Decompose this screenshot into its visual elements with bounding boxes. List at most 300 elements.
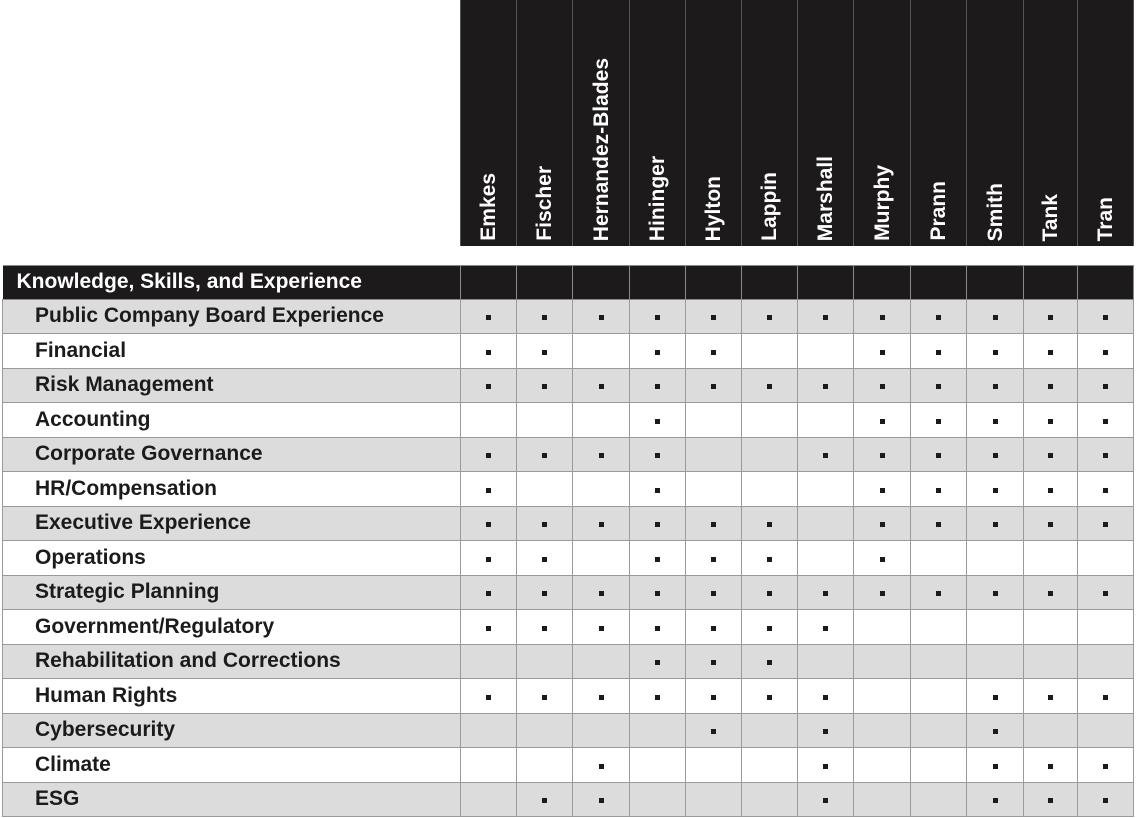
skill-marker <box>599 764 604 769</box>
skill-cell <box>517 610 573 645</box>
director-header <box>573 0 630 246</box>
skill-marker <box>486 350 491 355</box>
skill-cell <box>517 437 573 472</box>
skill-cell <box>798 506 854 541</box>
skill-cell <box>911 610 967 645</box>
skill-cell <box>854 644 911 679</box>
skill-cell <box>911 437 967 472</box>
director-header <box>911 0 967 246</box>
skill-marker <box>1048 591 1053 596</box>
section-header-cell <box>1024 265 1078 299</box>
director-name: Smith <box>983 182 1007 241</box>
skill-cell <box>1078 610 1134 645</box>
section-header-cell <box>854 265 911 299</box>
skill-cell <box>967 368 1024 403</box>
skill-marker <box>655 695 660 700</box>
skill-marker <box>993 488 998 493</box>
skill-row <box>3 679 1134 714</box>
skill-label: Rehabilitation and Corrections <box>3 644 461 679</box>
skill-marker <box>880 419 885 424</box>
skill-row <box>3 403 1134 438</box>
skill-cell <box>517 748 573 783</box>
skill-marker <box>936 419 941 424</box>
skill-marker <box>823 695 828 700</box>
skill-marker <box>936 384 941 389</box>
skill-cell <box>686 506 742 541</box>
skill-marker <box>767 591 772 596</box>
skill-marker <box>1048 764 1053 769</box>
skill-cell <box>630 575 686 610</box>
skill-cell <box>854 299 911 334</box>
section-title: Knowledge, Skills, and Experience <box>3 265 461 299</box>
skill-marker <box>823 453 828 458</box>
skill-cell <box>630 368 686 403</box>
skill-cell <box>461 541 517 576</box>
skill-marker <box>1103 764 1108 769</box>
skill-label: Operations <box>3 541 461 576</box>
skill-cell <box>630 782 686 817</box>
skill-cell <box>967 782 1024 817</box>
skill-cell <box>461 782 517 817</box>
skill-cell <box>1024 437 1078 472</box>
skill-cell <box>630 299 686 334</box>
skill-cell <box>742 299 798 334</box>
skill-cell <box>1078 472 1134 507</box>
skill-marker <box>1103 350 1108 355</box>
skill-marker <box>767 557 772 562</box>
skill-marker <box>880 522 885 527</box>
skill-marker <box>542 384 547 389</box>
skill-label: Executive Experience <box>3 506 461 541</box>
skill-marker <box>993 764 998 769</box>
skill-row <box>3 472 1134 507</box>
skill-cell <box>686 299 742 334</box>
skill-marker <box>486 453 491 458</box>
skill-cell <box>630 437 686 472</box>
director-header <box>854 0 911 246</box>
skill-marker <box>542 350 547 355</box>
skill-cell <box>854 368 911 403</box>
skill-label: Financial <box>3 334 461 369</box>
skill-cell <box>911 368 967 403</box>
skill-cell <box>967 748 1024 783</box>
skill-marker <box>823 626 828 631</box>
skill-marker <box>711 384 716 389</box>
skill-cell <box>967 437 1024 472</box>
skill-label: Climate <box>3 748 461 783</box>
section-header-cell <box>517 265 573 299</box>
skill-marker <box>767 626 772 631</box>
skill-marker <box>936 315 941 320</box>
skill-marker <box>542 315 547 320</box>
skill-marker <box>542 557 547 562</box>
skill-marker <box>1103 798 1108 803</box>
skill-cell <box>461 679 517 714</box>
skill-cell <box>1078 679 1134 714</box>
skill-marker <box>936 522 941 527</box>
skill-cell <box>517 782 573 817</box>
skill-cell <box>461 644 517 679</box>
skill-cell <box>630 679 686 714</box>
skill-cell <box>742 506 798 541</box>
skill-cell <box>630 403 686 438</box>
skill-marker <box>1048 419 1053 424</box>
skill-cell <box>461 403 517 438</box>
skill-marker <box>880 315 885 320</box>
skill-cell <box>517 679 573 714</box>
skill-cell <box>1078 748 1134 783</box>
skill-cell <box>461 713 517 748</box>
skill-marker <box>486 557 491 562</box>
skill-cell <box>798 713 854 748</box>
skill-marker <box>880 350 885 355</box>
skill-cell <box>686 541 742 576</box>
skill-marker <box>823 384 828 389</box>
skill-cell <box>573 679 630 714</box>
skill-row <box>3 541 1134 576</box>
skill-marker <box>711 626 716 631</box>
skill-cell <box>630 748 686 783</box>
skill-cell <box>967 334 1024 369</box>
skill-cell <box>798 437 854 472</box>
skill-marker <box>823 764 828 769</box>
skill-marker <box>655 522 660 527</box>
section-header-cell <box>967 265 1024 299</box>
skill-cell <box>1024 610 1078 645</box>
skill-cell <box>573 437 630 472</box>
skill-cell <box>1078 299 1134 334</box>
skill-cell <box>798 679 854 714</box>
skill-label: Cybersecurity <box>3 713 461 748</box>
skill-cell <box>686 610 742 645</box>
skill-marker <box>936 591 941 596</box>
skill-cell <box>573 403 630 438</box>
skill-row <box>3 368 1134 403</box>
skill-cell <box>1024 299 1078 334</box>
skill-cell <box>1078 368 1134 403</box>
skill-cell <box>517 506 573 541</box>
skill-cell <box>854 506 911 541</box>
skill-cell <box>573 575 630 610</box>
director-header <box>517 0 573 246</box>
skill-marker <box>993 798 998 803</box>
skill-marker <box>993 384 998 389</box>
skill-marker <box>655 626 660 631</box>
skill-cell <box>967 506 1024 541</box>
skill-marker <box>993 453 998 458</box>
skill-cell <box>1078 644 1134 679</box>
skill-cell <box>1024 782 1078 817</box>
skill-cell <box>967 713 1024 748</box>
skill-cell <box>798 541 854 576</box>
skill-cell <box>1024 748 1078 783</box>
skill-cell <box>517 299 573 334</box>
skill-marker <box>936 488 941 493</box>
section-header-cell <box>630 265 686 299</box>
skill-marker <box>1048 315 1053 320</box>
skill-cell <box>911 713 967 748</box>
section-header-cell <box>911 265 967 299</box>
skill-cell <box>798 472 854 507</box>
skill-cell <box>1078 403 1134 438</box>
skill-cell <box>686 334 742 369</box>
skill-cell <box>854 334 911 369</box>
director-header-row <box>3 0 1134 246</box>
skill-cell <box>461 472 517 507</box>
skill-marker <box>542 695 547 700</box>
skill-row <box>3 748 1134 783</box>
skill-marker <box>1103 695 1108 700</box>
skill-cell <box>967 403 1024 438</box>
section-header-cell <box>1078 265 1134 299</box>
director-name: Murphy <box>870 165 894 241</box>
skill-marker <box>655 419 660 424</box>
director-header <box>798 0 854 246</box>
director-name: Tank <box>1039 193 1062 241</box>
skill-cell <box>854 610 911 645</box>
skill-cell <box>967 472 1024 507</box>
skill-marker <box>486 591 491 596</box>
skill-marker <box>993 522 998 527</box>
skill-cell <box>1024 368 1078 403</box>
skill-label: HR/Compensation <box>3 472 461 507</box>
skill-marker <box>993 695 998 700</box>
skill-marker <box>711 695 716 700</box>
skill-marker <box>1048 522 1053 527</box>
director-name: Hylton <box>702 175 725 241</box>
skill-cell <box>686 575 742 610</box>
skill-cell <box>461 748 517 783</box>
skill-marker <box>711 315 716 320</box>
skill-cell <box>1024 403 1078 438</box>
spacer-row <box>3 246 1134 265</box>
skill-label: Corporate Governance <box>3 437 461 472</box>
skill-cell <box>911 472 967 507</box>
skill-marker <box>767 384 772 389</box>
skill-cell <box>1078 782 1134 817</box>
skill-cell <box>686 782 742 817</box>
skill-marker <box>599 453 604 458</box>
skill-cell <box>573 506 630 541</box>
skill-label: Strategic Planning <box>3 575 461 610</box>
skill-cell <box>573 610 630 645</box>
skill-cell <box>517 334 573 369</box>
skill-cell <box>573 541 630 576</box>
skill-marker <box>767 695 772 700</box>
skill-cell <box>573 299 630 334</box>
skill-marker <box>655 315 660 320</box>
skill-cell <box>742 403 798 438</box>
skill-marker <box>655 350 660 355</box>
skill-marker <box>486 384 491 389</box>
skill-marker <box>711 557 716 562</box>
section-header-cell <box>573 265 630 299</box>
skill-marker <box>880 384 885 389</box>
skill-marker <box>711 660 716 665</box>
skill-cell <box>630 334 686 369</box>
skill-cell <box>911 541 967 576</box>
skill-cell <box>911 575 967 610</box>
skill-marker <box>823 798 828 803</box>
skill-cell <box>911 644 967 679</box>
skill-cell <box>854 403 911 438</box>
section-header-cell <box>686 265 742 299</box>
skill-marker <box>767 522 772 527</box>
skill-marker <box>599 626 604 631</box>
skill-cell <box>630 713 686 748</box>
skill-cell <box>630 506 686 541</box>
skill-marker <box>880 488 885 493</box>
skill-marker <box>1103 384 1108 389</box>
skill-cell <box>854 782 911 817</box>
skill-cell <box>742 575 798 610</box>
skill-marker <box>655 453 660 458</box>
skill-marker <box>486 626 491 631</box>
skill-cell <box>630 610 686 645</box>
skill-cell <box>517 403 573 438</box>
skill-cell <box>630 472 686 507</box>
skill-cell <box>461 506 517 541</box>
skill-marker <box>1048 350 1053 355</box>
skill-marker <box>711 522 716 527</box>
director-name: Emkes <box>477 173 500 241</box>
skill-cell <box>573 368 630 403</box>
skill-marker <box>711 350 716 355</box>
skill-cell <box>1078 713 1134 748</box>
skill-marker <box>655 384 660 389</box>
skill-marker <box>880 557 885 562</box>
skill-cell <box>742 610 798 645</box>
skill-cell <box>1024 644 1078 679</box>
skill-cell <box>686 472 742 507</box>
skill-cell <box>854 575 911 610</box>
skill-marker <box>823 591 828 596</box>
skill-cell <box>911 506 967 541</box>
skill-cell <box>911 299 967 334</box>
skill-marker <box>993 350 998 355</box>
skill-cell <box>911 679 967 714</box>
skill-marker <box>599 695 604 700</box>
skill-cell <box>967 644 1024 679</box>
skill-cell <box>854 541 911 576</box>
skill-cell <box>1024 506 1078 541</box>
skill-cell <box>798 299 854 334</box>
director-name: Fischer <box>533 166 556 241</box>
skill-cell <box>1078 334 1134 369</box>
skill-label: Government/Regulatory <box>3 610 461 645</box>
skill-cell <box>1024 472 1078 507</box>
skill-row <box>3 575 1134 610</box>
skill-marker <box>993 729 998 734</box>
skill-marker <box>599 591 604 596</box>
skill-cell <box>1078 506 1134 541</box>
skill-cell <box>1024 541 1078 576</box>
skill-cell <box>798 403 854 438</box>
skill-row <box>3 713 1134 748</box>
skill-marker <box>1103 488 1108 493</box>
director-name: Tran <box>1094 196 1117 241</box>
skill-cell <box>1078 437 1134 472</box>
skill-cell <box>461 299 517 334</box>
skill-cell <box>573 644 630 679</box>
skill-label: Public Company Board Experience <box>3 299 461 334</box>
director-name: Hininger <box>646 155 669 241</box>
skill-marker <box>1048 384 1053 389</box>
skill-cell <box>686 368 742 403</box>
skill-cell <box>686 437 742 472</box>
skill-cell <box>461 575 517 610</box>
skill-cell <box>742 679 798 714</box>
skill-cell <box>686 403 742 438</box>
skill-cell <box>573 748 630 783</box>
skill-row <box>3 610 1134 645</box>
skill-marker <box>1048 453 1053 458</box>
skill-cell <box>742 713 798 748</box>
skill-marker <box>880 591 885 596</box>
skill-cell <box>798 748 854 783</box>
skill-marker <box>486 522 491 527</box>
skill-cell <box>573 782 630 817</box>
skill-marker <box>655 488 660 493</box>
skill-marker <box>599 798 604 803</box>
skill-cell <box>911 748 967 783</box>
skill-cell <box>1024 575 1078 610</box>
skill-marker <box>542 798 547 803</box>
skill-cell <box>798 610 854 645</box>
skill-marker <box>542 453 547 458</box>
skill-cell <box>854 437 911 472</box>
skill-cell <box>1078 575 1134 610</box>
director-header <box>686 0 742 246</box>
skill-cell <box>798 782 854 817</box>
skill-cell <box>742 644 798 679</box>
skill-cell <box>630 541 686 576</box>
skill-cell <box>461 610 517 645</box>
skill-cell <box>1024 713 1078 748</box>
director-header <box>461 0 517 246</box>
skill-cell <box>854 679 911 714</box>
director-header <box>742 0 798 246</box>
skill-cell <box>854 472 911 507</box>
skill-cell <box>742 368 798 403</box>
skill-marker <box>599 315 604 320</box>
skill-row <box>3 334 1134 369</box>
skill-cell <box>1078 541 1134 576</box>
skill-marker <box>993 419 998 424</box>
skill-marker <box>993 591 998 596</box>
skill-cell <box>461 334 517 369</box>
skill-cell <box>686 644 742 679</box>
skill-row <box>3 299 1134 334</box>
skill-cell <box>1024 679 1078 714</box>
skill-cell <box>967 679 1024 714</box>
skill-cell <box>967 299 1024 334</box>
skill-marker <box>599 522 604 527</box>
skills-matrix <box>2 0 1134 817</box>
skill-marker <box>823 729 828 734</box>
skill-marker <box>1048 488 1053 493</box>
skill-marker <box>767 660 772 665</box>
skill-cell <box>573 713 630 748</box>
skill-row <box>3 506 1134 541</box>
skill-marker <box>1103 315 1108 320</box>
skill-cell <box>798 334 854 369</box>
skill-marker <box>1103 419 1108 424</box>
section-header-cell <box>742 265 798 299</box>
skill-marker <box>880 453 885 458</box>
skill-marker <box>542 522 547 527</box>
header-blank <box>3 0 461 246</box>
